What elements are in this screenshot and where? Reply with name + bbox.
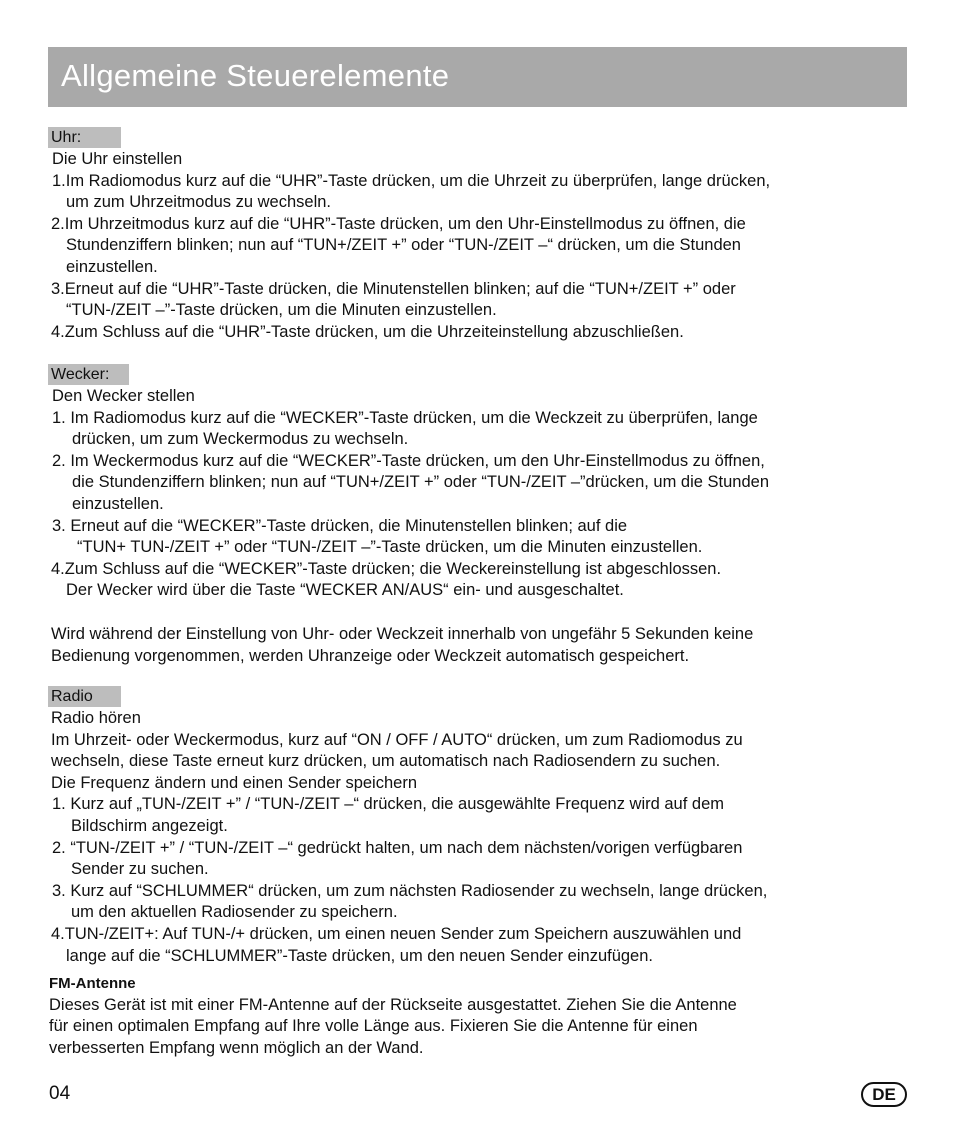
text-line: 3.Erneut auf die “UHR”-Taste drücken, die Minutenstellen blinken; auf die “TUN+/ZEIT +” oder: [51, 279, 736, 298]
section-radio: [48, 686, 928, 967]
text-line: verbesserten Empfang wenn möglich an der Wand.: [49, 1038, 424, 1057]
text-line: 2.Im Uhrzeitmodus kurz auf die “UHR”-Taste drücken, um den Uhr-Einstellmodus zu öffnen, die: [51, 214, 746, 233]
text-line: einzustellen.: [72, 494, 164, 513]
page-title: Allgemeine Steuerelemente: [61, 58, 450, 93]
text-line: 4.TUN-/ZEIT+: Auf TUN-/+ drücken, um einen neuen Sender zum Speichern auszuwählen und: [51, 924, 742, 943]
text-line: “TUN-/ZEIT –”-Taste drücken, um die Minuten einzustellen.: [66, 301, 497, 320]
text-line: Bildschirm angezeigt.: [71, 816, 228, 835]
text-line: 3. Erneut auf die “WECKER”-Taste drücken, die Minutenstellen blinken; auf die: [52, 516, 628, 535]
text-line: “TUN+ TUN-/ZEIT +” oder “TUN-/ZEIT –”-Taste drücken, um die Minuten einzustellen.: [77, 538, 703, 557]
section-heading-fm: FM-Antenne: [49, 975, 136, 992]
section-tag-uhr: Uhr:: [48, 127, 121, 148]
section-tag-radio: Radio: [48, 686, 121, 707]
section-wecker: [48, 364, 928, 667]
language-badge: DE: [861, 1082, 907, 1107]
text-line: drücken, um zum Weckermodus zu wechseln.: [72, 430, 409, 449]
text-line: Die Frequenz ändern und einen Sender speichern: [51, 773, 417, 792]
text-line: um den aktuellen Radiosender zu speichern.: [71, 903, 398, 922]
note-line: Bedienung vorgenommen, werden Uhranzeige oder Weckzeit automatisch gespeichert.: [51, 646, 690, 665]
text-line: für einen optimalen Empfang auf Ihre volle Länge aus. Fixieren Sie die Antenne für einen: [49, 1017, 698, 1036]
text-line: Die Uhr einstellen: [52, 150, 183, 168]
text-line: Radio hören: [51, 709, 141, 727]
title-bar: [48, 47, 907, 107]
note-line: Wird während der Einstellung von Uhr- oder Weckzeit innerhalb von ungefähr 5 Sekunden keine: [51, 624, 754, 643]
text-line: 3. Kurz auf “SCHLUMMER“ drücken, um zum nächsten Radiosender zu wechseln, lange drücken,: [52, 881, 768, 900]
text-line: 1.Im Radiomodus kurz auf die “UHR”-Taste drücken, um die Uhrzeit zu überprüfen, lange drücken,: [52, 171, 771, 190]
text-line: Den Wecker stellen: [52, 387, 195, 405]
text-line: 4.Zum Schluss auf die “WECKER”-Taste drücken; die Weckereinstellung ist abgeschlossen.: [51, 559, 722, 578]
section-tag-wecker: Wecker:: [48, 364, 129, 385]
text-line: 1. Im Radiomodus kurz auf die “WECKER”-Taste drücken, um die Weckzeit zu überprüfen, lange: [52, 408, 758, 427]
text-line: Dieses Gerät ist mit einer FM-Antenne auf der Rückseite ausgestattet. Ziehen Sie die Antenne: [49, 995, 737, 1014]
page-number: 04: [49, 1083, 71, 1104]
text-line: die Stundenziffern blinken; nun auf “TUN+/ZEIT +” oder “TUN-/ZEIT –”drücken, um die Stunden: [72, 473, 770, 492]
text-line: einzustellen.: [66, 257, 158, 276]
text-line: lange auf die “SCHLUMMER”-Taste drücken, um den neuen Sender einzufügen.: [66, 946, 653, 965]
section-uhr: [48, 127, 928, 343]
text-line: um zum Uhrzeitmodus zu wechseln.: [66, 193, 332, 212]
text-line: Stundenziffern blinken; nun auf “TUN+/ZEIT +” oder “TUN-/ZEIT –“ drücken, um die Stunden: [66, 236, 741, 255]
text-line: Sender zu suchen.: [71, 860, 209, 879]
text-line: 2. “TUN-/ZEIT +” / “TUN-/ZEIT –“ gedrückt halten, um nach dem nächsten/vorigen verfügbaren: [52, 838, 743, 857]
text-line: wechseln, diese Taste erneut kurz drücken, um automatisch nach Radiosendern zu suchen.: [51, 752, 721, 771]
text-line: Der Wecker wird über die Taste “WECKER AN/AUS“ ein- und ausgeschaltet.: [66, 581, 624, 600]
text-line: 1. Kurz auf „TUN-/ZEIT +” / “TUN-/ZEIT –“ drücken, die ausgewählte Frequenz wird auf dem: [52, 795, 725, 814]
section-fm-antenne: [48, 973, 928, 1059]
text-line: 4.Zum Schluss auf die “UHR”-Taste drücken, um die Uhrzeiteinstellung abzuschließen.: [51, 322, 684, 341]
text-line: Im Uhrzeit- oder Weckermodus, kurz auf “ON / OFF / AUTO“ drücken, um zum Radiomodus zu: [51, 730, 743, 749]
text-line: 2. Im Weckermodus kurz auf die “WECKER”-Taste drücken, um den Uhr-Einstellmodus zu öffnen,: [52, 451, 765, 470]
